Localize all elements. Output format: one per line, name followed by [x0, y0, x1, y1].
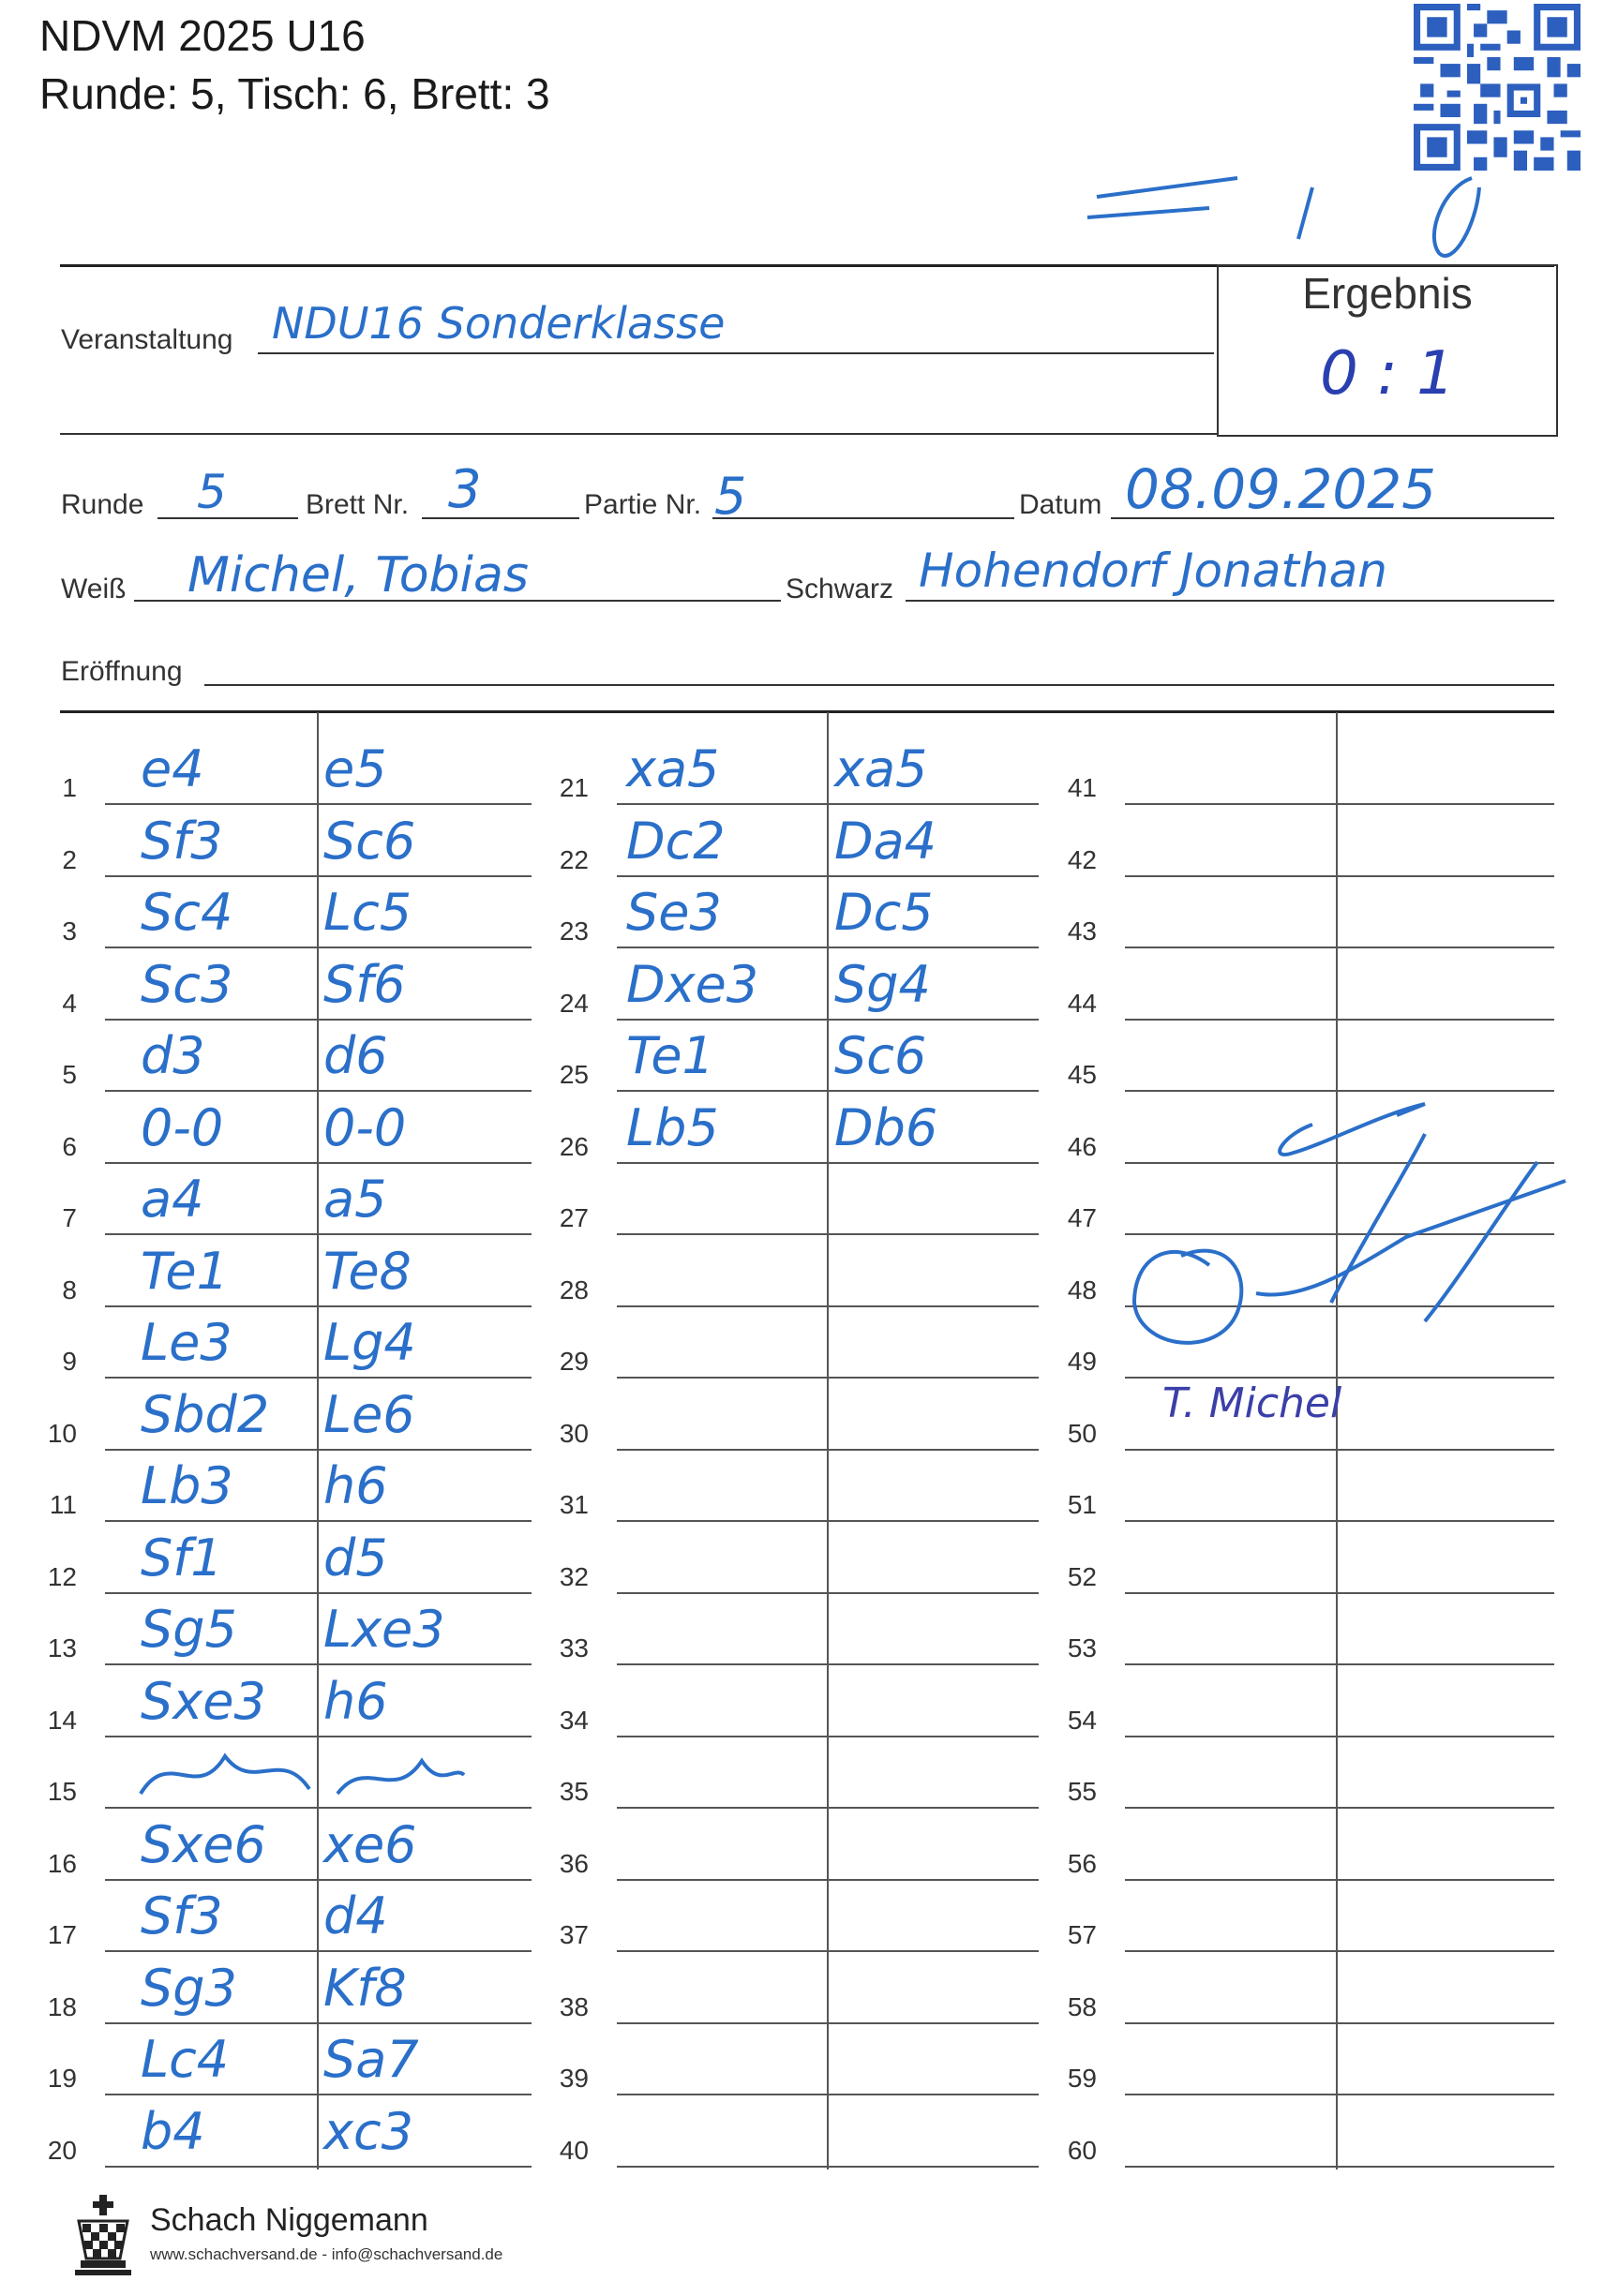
move-number: 27: [559, 1203, 589, 1232]
result-value: 0 : 1: [1320, 339, 1455, 409]
move-row-line: [617, 1950, 1039, 1952]
move-number: 25: [559, 1060, 589, 1089]
white-move: a4: [141, 1170, 204, 1229]
move-number: 4: [62, 988, 77, 1018]
round-label: Runde: [61, 489, 144, 520]
black-move: 0-0: [323, 1097, 407, 1157]
move-number: 8: [62, 1275, 77, 1305]
black-move: Sf6: [323, 954, 406, 1014]
black-move: Lg4: [323, 1313, 416, 1372]
move-row-line: [617, 1807, 1039, 1809]
move-number: 50: [1067, 1418, 1097, 1448]
round-underline: [157, 517, 298, 519]
white-move: Sf3: [141, 811, 223, 871]
move-number: 28: [559, 1275, 589, 1305]
white-move: d3: [141, 1026, 205, 1085]
move-number: 39: [559, 2064, 589, 2093]
move-number: 30: [559, 1418, 589, 1448]
move-row-line: [617, 1520, 1039, 1522]
move-number: 15: [47, 1777, 77, 1806]
move-row-line: [105, 1879, 532, 1881]
event-label: Veranstaltung: [61, 324, 233, 355]
move-number: 56: [1067, 1848, 1097, 1878]
white-move: 0-0: [141, 1097, 224, 1157]
move-row-line: [105, 1019, 532, 1021]
signature-name: T. Michel: [1162, 1379, 1342, 1427]
move-number: 21: [559, 773, 589, 802]
black-move: Sc6: [323, 811, 416, 871]
move-number: 54: [1067, 1705, 1097, 1735]
move-row-line: [617, 2166, 1039, 2168]
move-row-line: [105, 2022, 532, 2024]
move-row-line: [105, 1663, 532, 1665]
move-row-line: [105, 1520, 532, 1522]
move-row-line: [1125, 1663, 1554, 1665]
white-move: Sc3: [141, 954, 233, 1014]
white-move: b4: [141, 2101, 205, 2161]
opening-underline: [204, 684, 1554, 686]
white-move: e4: [141, 739, 204, 798]
move-row-line: [617, 1305, 1039, 1307]
move-number: 60: [1067, 2135, 1097, 2165]
move-number: 11: [49, 1490, 77, 1519]
black-move: h6: [323, 1671, 388, 1731]
result-box: [1217, 264, 1558, 437]
black-move: Lxe3: [323, 1600, 445, 1659]
move-row-line: [617, 2022, 1039, 2024]
move-number: 59: [1067, 2064, 1097, 2093]
move-row-line: [617, 1663, 1039, 1665]
black-move: e5: [323, 739, 387, 798]
event-underline: [258, 352, 1214, 354]
black-underline: [906, 600, 1554, 602]
move-number: 31: [559, 1490, 589, 1519]
move-row-line: [617, 1736, 1039, 1737]
black-move: Sc6: [834, 1026, 927, 1085]
move-number: 10: [47, 1418, 77, 1448]
result-label: Ergebnis: [1302, 269, 1473, 318]
white-move: Sf3: [141, 1886, 223, 1946]
white-move: Le3: [141, 1313, 232, 1372]
move-row-line: [105, 1449, 532, 1451]
move-row-line: [105, 803, 532, 805]
move-number: 5: [62, 1060, 77, 1089]
black-move: d6: [323, 1026, 388, 1085]
top-handwritten-result-scribble: [1078, 159, 1519, 272]
move-number: 55: [1067, 1777, 1097, 1806]
move-number: 24: [559, 988, 589, 1018]
white-move: Sg3: [141, 1958, 237, 2018]
chess-king-logo-icon: [66, 2193, 141, 2277]
header-bottom-rule: [60, 433, 1217, 435]
board-label: Brett Nr.: [306, 489, 410, 520]
move-number: 46: [1067, 1131, 1097, 1161]
signature-scribble: [1116, 1096, 1603, 1387]
move-number: 6: [62, 1131, 77, 1161]
move-row-line: [105, 1377, 532, 1379]
brand-url: www.schachversand.de - info@schachversand.de: [150, 2245, 503, 2263]
move-row-line: [617, 1449, 1039, 1451]
move-row-line: [617, 1019, 1039, 1021]
move-number: 7: [62, 1203, 77, 1232]
move-number: 45: [1067, 1060, 1097, 1089]
move-row-line: [1125, 1019, 1554, 1021]
sheet-title: NDVM 2025 U16: [39, 11, 366, 60]
move-row-line: [617, 1233, 1039, 1235]
move-number: 3: [62, 917, 77, 946]
move-number: 37: [559, 1920, 589, 1949]
move-number: 40: [559, 2135, 589, 2165]
white-move: Sxe3: [141, 1671, 266, 1731]
move-number: 18: [47, 1991, 77, 2021]
white-move: Sf1: [141, 1528, 223, 1588]
board-value: 3: [448, 459, 482, 520]
move-row-line: [1125, 1449, 1554, 1451]
qr-code: [1414, 4, 1581, 171]
move-number: 57: [1067, 1920, 1097, 1949]
game-value: 5: [714, 467, 747, 526]
board-underline: [422, 517, 579, 519]
move-number: 41: [1067, 773, 1097, 802]
white-move: Dxe3: [626, 954, 759, 1014]
black-move: Te8: [323, 1241, 412, 1301]
opening-label: Eröffnung: [61, 656, 183, 687]
move-row-line: [105, 1950, 532, 1952]
move-row-line: [1125, 2094, 1554, 2095]
move-row-line: [1125, 1736, 1554, 1737]
move-row-line: [617, 1592, 1039, 1594]
move-row-line: [105, 1305, 532, 1307]
move-number: 42: [1067, 844, 1097, 874]
date-label: Datum: [1019, 489, 1102, 520]
move-number: 12: [47, 1561, 77, 1591]
white-move: Lb5: [626, 1097, 719, 1157]
white-move: Te1: [626, 1026, 714, 1085]
game-underline: [712, 517, 1014, 519]
black-move: d5: [323, 1528, 388, 1588]
move-row-line: [1125, 875, 1554, 877]
move-number: 52: [1067, 1561, 1097, 1591]
move-row-line: [105, 2094, 532, 2095]
move-number: 14: [47, 1705, 77, 1735]
white-move: Se3: [626, 883, 722, 942]
move-number: 20: [47, 2135, 77, 2165]
move-number: 38: [559, 1991, 589, 2021]
move-row-line: [1125, 2022, 1554, 2024]
black-move: h6: [323, 1456, 388, 1515]
move-row-line: [105, 1592, 532, 1594]
white-move: Dc2: [626, 811, 726, 871]
move-row-line: [1125, 947, 1554, 948]
black-move: d4: [323, 1886, 388, 1946]
move-row-line: [617, 875, 1039, 877]
white-player-name: Michel, Tobias: [187, 547, 529, 604]
black-move: Dc5: [834, 883, 934, 942]
move-row-line: [105, 947, 532, 948]
black-move: Sg4: [834, 954, 931, 1014]
move-row-line: [617, 2094, 1039, 2095]
move-row-line: [105, 1090, 532, 1092]
move-row-line: [617, 1090, 1039, 1092]
white-move: Sxe6: [141, 1814, 266, 1874]
white-move: Te1: [141, 1241, 229, 1301]
move-number: 44: [1067, 988, 1097, 1018]
move-row-line: [1125, 1090, 1554, 1092]
move-number: 47: [1067, 1203, 1097, 1232]
move-row-line: [1125, 1879, 1554, 1881]
move-row-line: [1125, 1807, 1554, 1809]
black-move: xe6: [323, 1814, 417, 1874]
crossed-out-move-scribble: [131, 1737, 469, 1812]
move-row-line: [1125, 2166, 1554, 2168]
black-move: Kf8: [323, 1958, 407, 2018]
black-move: Da4: [834, 811, 937, 871]
move-number: 48: [1067, 1275, 1097, 1305]
move-number: 33: [559, 1633, 589, 1662]
black-move: Lc5: [323, 883, 412, 942]
move-row-line: [617, 947, 1039, 948]
white-label: Weiß: [61, 574, 127, 604]
sheet-subtitle: Runde: 5, Tisch: 6, Brett: 3: [39, 69, 550, 118]
move-row-line: [1125, 1950, 1554, 1952]
move-number: 43: [1067, 917, 1097, 946]
move-number: 32: [559, 1561, 589, 1591]
moves-top-rule: [60, 710, 1554, 713]
move-number: 53: [1067, 1633, 1097, 1662]
move-row-line: [1125, 1520, 1554, 1522]
black-move: Sa7: [323, 2030, 419, 2089]
move-number: 17: [47, 1920, 77, 1949]
move-number: 49: [1067, 1347, 1097, 1376]
game-label: Partie Nr.: [584, 489, 702, 520]
move-number: 13: [47, 1633, 77, 1662]
move-number: 1: [62, 773, 77, 802]
white-move: Sbd2: [141, 1384, 270, 1444]
white-move: xa5: [626, 739, 720, 798]
move-row-line: [105, 875, 532, 877]
black-move: xc3: [323, 2101, 414, 2161]
move-number: 35: [559, 1777, 589, 1806]
move-row-line: [617, 1162, 1039, 1164]
white-move: Sg5: [141, 1600, 237, 1659]
move-number: 19: [47, 2064, 77, 2093]
move-number: 23: [559, 917, 589, 946]
white-move: Lc4: [141, 2030, 230, 2089]
black-move: Db6: [834, 1097, 938, 1157]
black-move: Le6: [323, 1384, 415, 1444]
move-number: 16: [47, 1848, 77, 1878]
move-row-line: [1125, 803, 1554, 805]
black-move: xa5: [834, 739, 928, 798]
move-row-line: [105, 1233, 532, 1235]
date-value: 08.09.2025: [1125, 457, 1437, 521]
event-value: NDU16 Sonderklasse: [272, 298, 726, 349]
move-number: 29: [559, 1347, 589, 1376]
black-move: a5: [323, 1170, 387, 1229]
move-number: 34: [559, 1705, 589, 1735]
move-number: 26: [559, 1131, 589, 1161]
move-number: 36: [559, 1848, 589, 1878]
black-player-name: Hohendorf Jonathan: [919, 544, 1387, 598]
move-row-line: [617, 1377, 1039, 1379]
move-row-line: [105, 2166, 532, 2168]
move-row-line: [617, 1879, 1039, 1881]
round-value: 5: [197, 465, 227, 519]
move-number: 9: [62, 1347, 77, 1376]
move-number: 51: [1067, 1490, 1097, 1519]
move-number: 22: [559, 844, 589, 874]
move-row-line: [105, 1162, 532, 1164]
white-move: Lb3: [141, 1456, 233, 1515]
move-row-line: [1125, 1592, 1554, 1594]
brand-name: Schach Niggemann: [150, 2202, 428, 2238]
move-number: 2: [62, 844, 77, 874]
black-label: Schwarz: [786, 574, 894, 604]
move-number: 58: [1067, 1991, 1097, 2021]
move-row-line: [617, 803, 1039, 805]
white-move: Sc4: [141, 883, 233, 942]
